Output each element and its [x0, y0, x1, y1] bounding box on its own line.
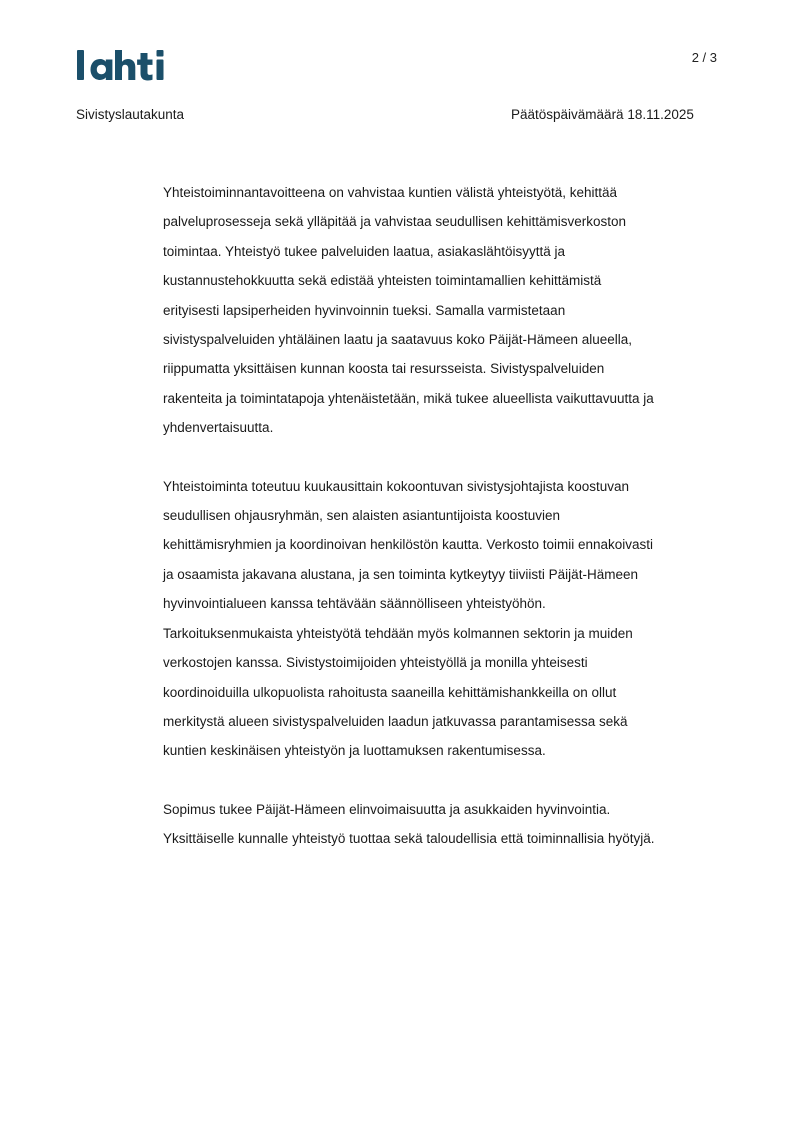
- text-line: rakenteita ja toimintatapoja yhtenäistetään, mikä tukee alueellista vaikuttavuutta ja: [163, 390, 654, 406]
- paragraph-2: [163, 472, 723, 766]
- text-line: Yksittäiselle kunnalle yhteistyö tuottaa sekä taloudellisia että toiminnallisia hyötyjä.: [163, 831, 655, 847]
- paragraph-3: [163, 795, 723, 854]
- decision-date: Päätöspäivämäärä 18.11.2025: [511, 107, 694, 122]
- lahti-logo-mark: [76, 40, 168, 84]
- text-line: ja osaamista jakavana alustana, ja sen toiminta kytkeytyy tiiviisti Päijät-Hämeen: [163, 566, 638, 582]
- text-line: kustannustehokkuutta sekä edistää yhteisten toimintamallien kehittämistä: [163, 273, 602, 289]
- text-line: sivistyspalveluiden yhtäläinen laatu ja saatavuus koko Päijät-Hämeen alueella,: [163, 332, 633, 348]
- text-line: erityisesti lapsiperheiden hyvinvoinnin tueksi. Samalla varmistetaan: [163, 302, 566, 318]
- text-line: Sopimus tukee Päijät-Hämeen elinvoimaisuutta ja asukkaiden hyvinvointia.: [163, 801, 611, 817]
- text-line: toimintaa. Yhteistyö tukee palveluiden laatua, asiakaslähtöisyyttä ja: [163, 243, 565, 259]
- text-line: koordinoiduilla ulkopuolista rahoitusta saaneilla kehittämishankkeilla on ollut: [163, 684, 617, 700]
- text-line: verkostojen kanssa. Sivistystoimijoiden yhteistyöllä ja monilla yhteisesti: [163, 655, 588, 671]
- text-line: riippumatta yksittäisen kunnan koosta tai resursseista. Sivistyspalveluiden: [163, 361, 605, 377]
- text-line: kehittämisryhmien ja koordinoivan henkilöstön kautta. Verkosto toimii ennakoivasti: [163, 537, 654, 553]
- text-line: Yhteistoiminta toteutuu kuukausittain kokoontuvan sivistysjohtajista koostuvan: [163, 478, 630, 494]
- text-line: Yhteistoiminnantavoitteena on vahvistaa kuntien välistä yhteistyötä, kehittää: [163, 185, 618, 200]
- lahti-logo: [76, 40, 168, 84]
- page-number: 2 / 3: [691, 50, 717, 65]
- text-line: palveluprosesseja sekä ylläpitää ja vahvistaa seudullisen kehittämisverkoston: [163, 214, 627, 230]
- text-line: seudullisen ohjausryhmän, sen alaisten asiantuntijoista koostuvien: [163, 508, 560, 524]
- text-line: hyvinvointialueen kanssa tehtävään säännölliseen yhteistyöhön.: [163, 596, 546, 612]
- text-line: Tarkoituksenmukaista yhteistyötä tehdään myös kolmannen sektorin ja muiden: [163, 625, 633, 641]
- committee-name: Sivistyslautakunta: [76, 107, 185, 122]
- text-line: merkitystä alueen sivistyspalveluiden laadun jatkuvassa parantamisessa sekä: [163, 713, 628, 729]
- document-body: [163, 178, 723, 883]
- text-line: kuntien keskinäisen yhteistyön ja luottamuksen rakentumisessa.: [163, 743, 546, 759]
- text-line: yhdenvertaisuutta.: [163, 420, 274, 436]
- paragraph-1: [163, 178, 723, 443]
